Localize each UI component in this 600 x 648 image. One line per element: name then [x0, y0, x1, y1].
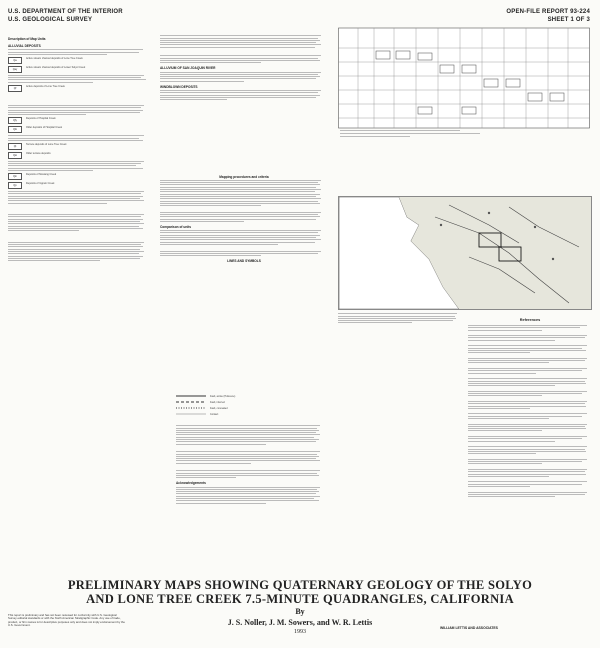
map-unit-column [8, 34, 150, 262]
unit-row [8, 182, 150, 189]
unit-row [8, 143, 150, 150]
alluvial-deposits-title: ALLUVIAL DEPOSITS [8, 44, 41, 48]
unit-description: Deposits of Hospital Creek [26, 117, 56, 121]
unit-symbol-box: Qp [8, 182, 22, 189]
legend-label: Fault, concealed [210, 406, 228, 410]
publication-year: 1993 [294, 629, 306, 635]
unit-description: Active stream channel deposits of Lone Tree Creek [26, 56, 83, 60]
unit-symbol-box: Qfy [8, 117, 22, 124]
unit-description: Deposits of Mustang Creek [26, 173, 57, 177]
unit-row [8, 85, 150, 92]
unit-symbol-box: Qto [8, 152, 22, 159]
legend-row [176, 400, 326, 404]
unit-row [8, 66, 150, 73]
legend-label: Contact [210, 412, 219, 416]
references-section [468, 318, 592, 498]
unit-description: Active deposits of Lone Tree Creek [26, 84, 65, 88]
unit-description: Active stream channel deposits of Lower Solyo Creek [26, 65, 86, 69]
unit-symbol-box: Qt [8, 143, 22, 150]
report-number: OPEN-FILE REPORT 93-224 [506, 9, 590, 15]
lines-symbols-title: LINES AND SYMBOLS [227, 259, 261, 264]
legend-label: Fault, inferred [210, 400, 225, 404]
unit-description: Older deposits of Hospital Creek [26, 126, 62, 130]
unit-symbol-box: Qay [8, 66, 22, 73]
agency-header [8, 8, 123, 24]
unit-description: Older terrace deposits [26, 151, 51, 155]
unit-row [8, 117, 150, 124]
legend-row [176, 412, 326, 416]
disclaimer-text: This report is preliminary and has not been reviewed for conformity with U.S. Geological Survey editorial standards or with the North American Stratigraphic Code. Any use of trade, product, or firm names is for descriptive purposes only and does not imply endorsement by the U.S. Government. [8, 613, 125, 628]
unit-description: Terrace deposits of Lone Tree Creek [26, 142, 67, 146]
sheet-number: SHEET 1 OF 3 [547, 17, 590, 23]
title-line-2: AND LONE TREE CREEK 7.5-MINUTE QUADRANGLES, CALIFORNIA [86, 592, 514, 606]
authors: J. S. Noller, J. M. Sowers, and W. R. Lettis [227, 618, 373, 627]
map-caption [338, 312, 462, 325]
contact-line-icon [176, 412, 206, 416]
section-comparison: Comparison of units [160, 224, 191, 229]
description-title: Description of Map Units [8, 37, 46, 41]
unit-row [8, 126, 150, 133]
unit-symbol-box: Qa [8, 57, 22, 64]
location-map [338, 196, 592, 310]
section-windblown: WINDBLOWN DEPOSITS [160, 84, 198, 89]
dashed-fault-line-icon [176, 400, 206, 404]
text-column [160, 34, 328, 264]
agency-line-1: U.S. DEPARTMENT OF THE INTERIOR [8, 9, 123, 15]
unit-symbol-box: Qfo [8, 126, 22, 133]
unit-symbol-box: Qm [8, 173, 22, 180]
affiliation: WILLIAM LETTIS AND ASSOCIATES [440, 626, 498, 630]
unit-symbol-box: Qf [8, 85, 22, 92]
correlation-chart [338, 22, 590, 140]
legend-label: Fault, active (Holocene) [210, 394, 236, 398]
unit-row [8, 173, 150, 180]
legend-row [176, 406, 326, 410]
dotted-fault-line-icon [176, 406, 206, 410]
references-title: References [519, 318, 541, 322]
unit-row [8, 57, 150, 64]
section-mapping-procedures: Mapping procedures and criteria [219, 174, 269, 179]
agency-line-2: U.S. GEOLOGICAL SURVEY [8, 17, 93, 23]
legend-row [176, 394, 326, 398]
solid-fault-line-icon [176, 394, 206, 398]
by-label: By [295, 607, 305, 616]
unit-row [8, 152, 150, 159]
title-line-1: PRELIMINARY MAPS SHOWING QUATERNARY GEOLOGY OF THE SOLYO [67, 578, 533, 592]
line-symbol-legend [176, 392, 326, 505]
acknowledgements-title: Acknowledgements [176, 481, 206, 486]
section-san-joaquin: ALLUVIUM OF SAN JOAQUIN RIVER [160, 66, 216, 71]
unit-description: Deposits of Ingram Creek [26, 182, 55, 186]
